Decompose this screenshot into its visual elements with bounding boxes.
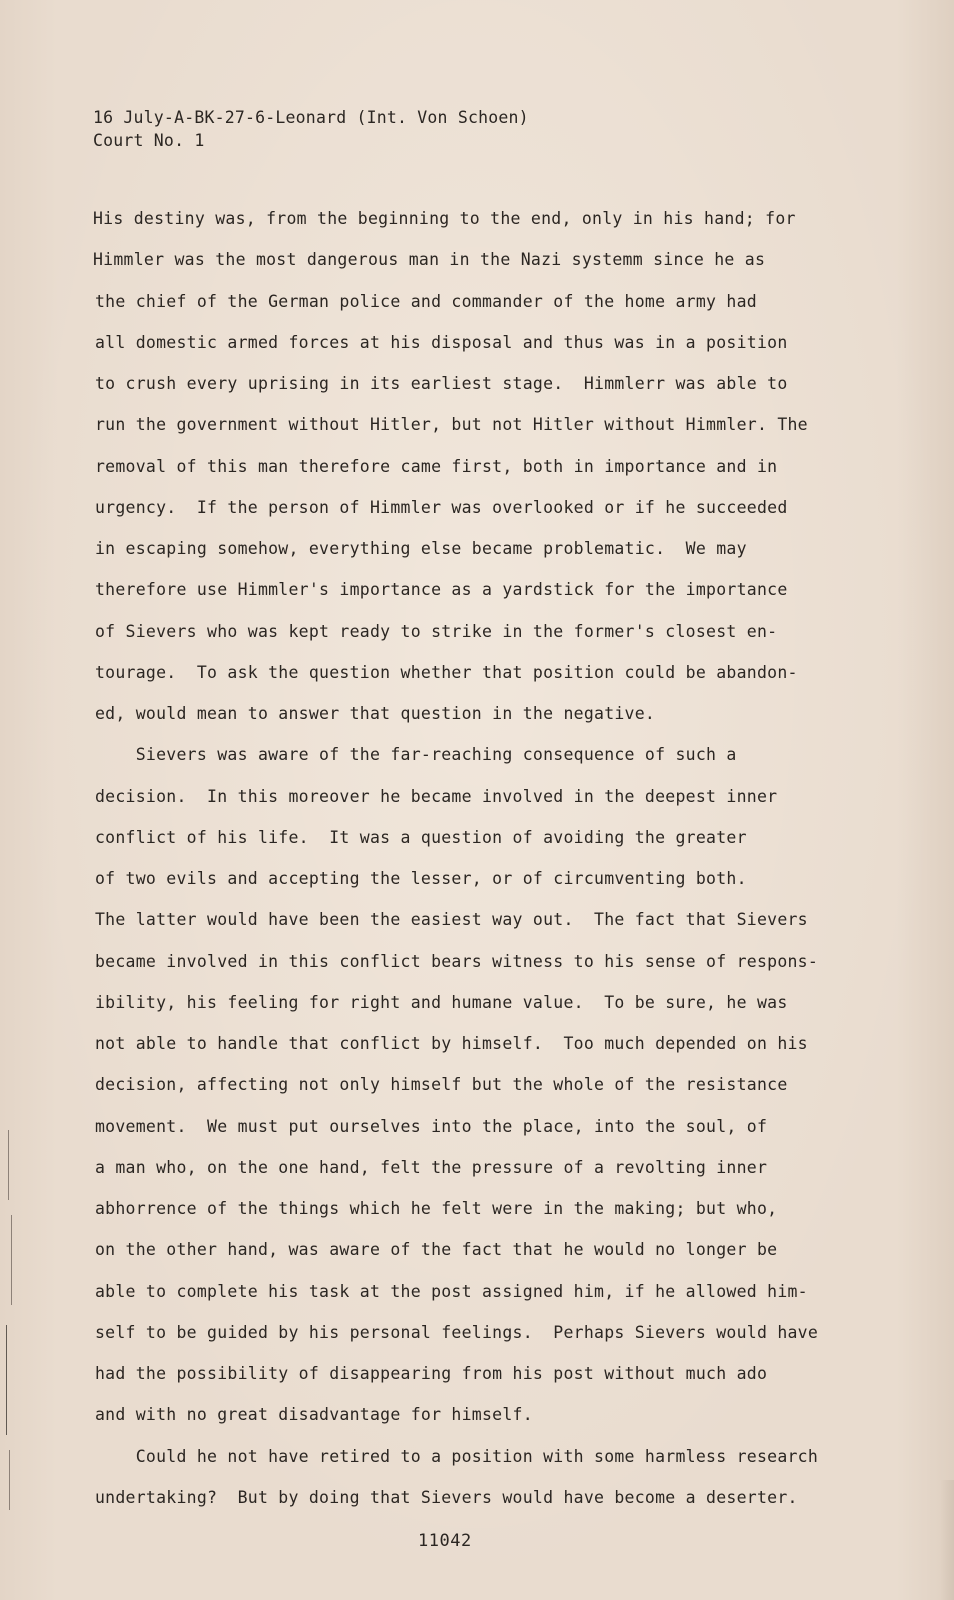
body-line: a man who, on the one hand, felt the pressure of a revolting inner — [95, 1158, 768, 1177]
body-line: His destiny was, from the beginning to the end, only in his hand; for — [93, 209, 796, 228]
body-line: not able to handle that conflict by himself. Too much depended on his — [95, 1034, 808, 1053]
body-line: decision. In this moreover he became involved in the deepest inner — [95, 787, 778, 806]
body-line: the chief of the German police and commander of the home army had — [95, 292, 757, 311]
body-line: Himmler was the most dangerous man in the Nazi systemm since he as — [93, 250, 766, 269]
body-line: had the possibility of disappearing from his post without much ado — [95, 1364, 768, 1383]
margin-pencil-mark — [11, 1215, 18, 1305]
body-line: urgency. If the person of Himmler was overlooked or if he succeeded — [95, 498, 788, 517]
body-line: all domestic armed forces at his disposal and thus was in a position — [95, 333, 788, 352]
header-court-line: Court No. 1 — [93, 131, 205, 150]
margin-pencil-mark — [8, 1130, 15, 1200]
body-line: run the government without Hitler, but not Hitler without Himmler. The — [95, 415, 808, 434]
body-line: on the other hand, was aware of the fact that he would no longer be — [95, 1240, 778, 1259]
body-line: Sievers was aware of the far-reaching consequence of such a — [95, 745, 737, 764]
body-line: conflict of his life. It was a question of avoiding the greater — [95, 828, 747, 847]
body-line: tourage. To ask the question whether that position could be abandon- — [95, 663, 798, 682]
body-line: of two evils and accepting the lesser, or of circumventing both. — [95, 869, 747, 888]
paper-edge-wear — [940, 1480, 954, 1600]
margin-pencil-mark — [9, 1450, 16, 1510]
body-line: ibility, his feeling for right and humane value. To be sure, he was — [95, 993, 788, 1012]
body-line: became involved in this conflict bears witness to his sense of respons- — [95, 952, 819, 971]
body-line: in escaping somehow, everything else became problematic. We may — [95, 539, 747, 558]
page-number: 11042 — [418, 1531, 472, 1551]
header-session-line: 16 July-A-BK-27-6-Leonard (Int. Von Schoen) — [93, 108, 529, 127]
body-line: Could he not have retired to a position with some harmless research — [95, 1447, 819, 1466]
body-line: abhorrence of the things which he felt were in the making; but who, — [95, 1199, 778, 1218]
body-line: and with no great disadvantage for himself. — [95, 1405, 533, 1424]
body-line: therefore use Himmler's importance as a yardstick for the importance — [95, 580, 788, 599]
body-line: decision, affecting not only himself but the whole of the resistance — [95, 1075, 788, 1094]
body-line: ed, would mean to answer that question in the negative. — [95, 704, 656, 723]
body-line: movement. We must put ourselves into the place, into the soul, of — [95, 1117, 768, 1136]
body-line: removal of this man therefore came first, both in importance and in — [95, 457, 778, 476]
body-line: able to complete his task at the post assigned him, if he allowed him- — [95, 1282, 808, 1301]
body-line: The latter would have been the easiest way out. The fact that Sievers — [95, 910, 808, 929]
body-line: undertaking? But by doing that Sievers would have become a deserter. — [95, 1488, 798, 1507]
margin-pencil-mark — [6, 1325, 13, 1435]
body-line: of Sievers who was kept ready to strike in the former's closest en- — [95, 622, 778, 641]
body-line: to crush every uprising in its earliest stage. Himmlerr was able to — [95, 374, 788, 393]
document-header — [93, 106, 529, 152]
body-line: self to be guided by his personal feelings. Perhaps Sievers would have — [95, 1323, 819, 1342]
